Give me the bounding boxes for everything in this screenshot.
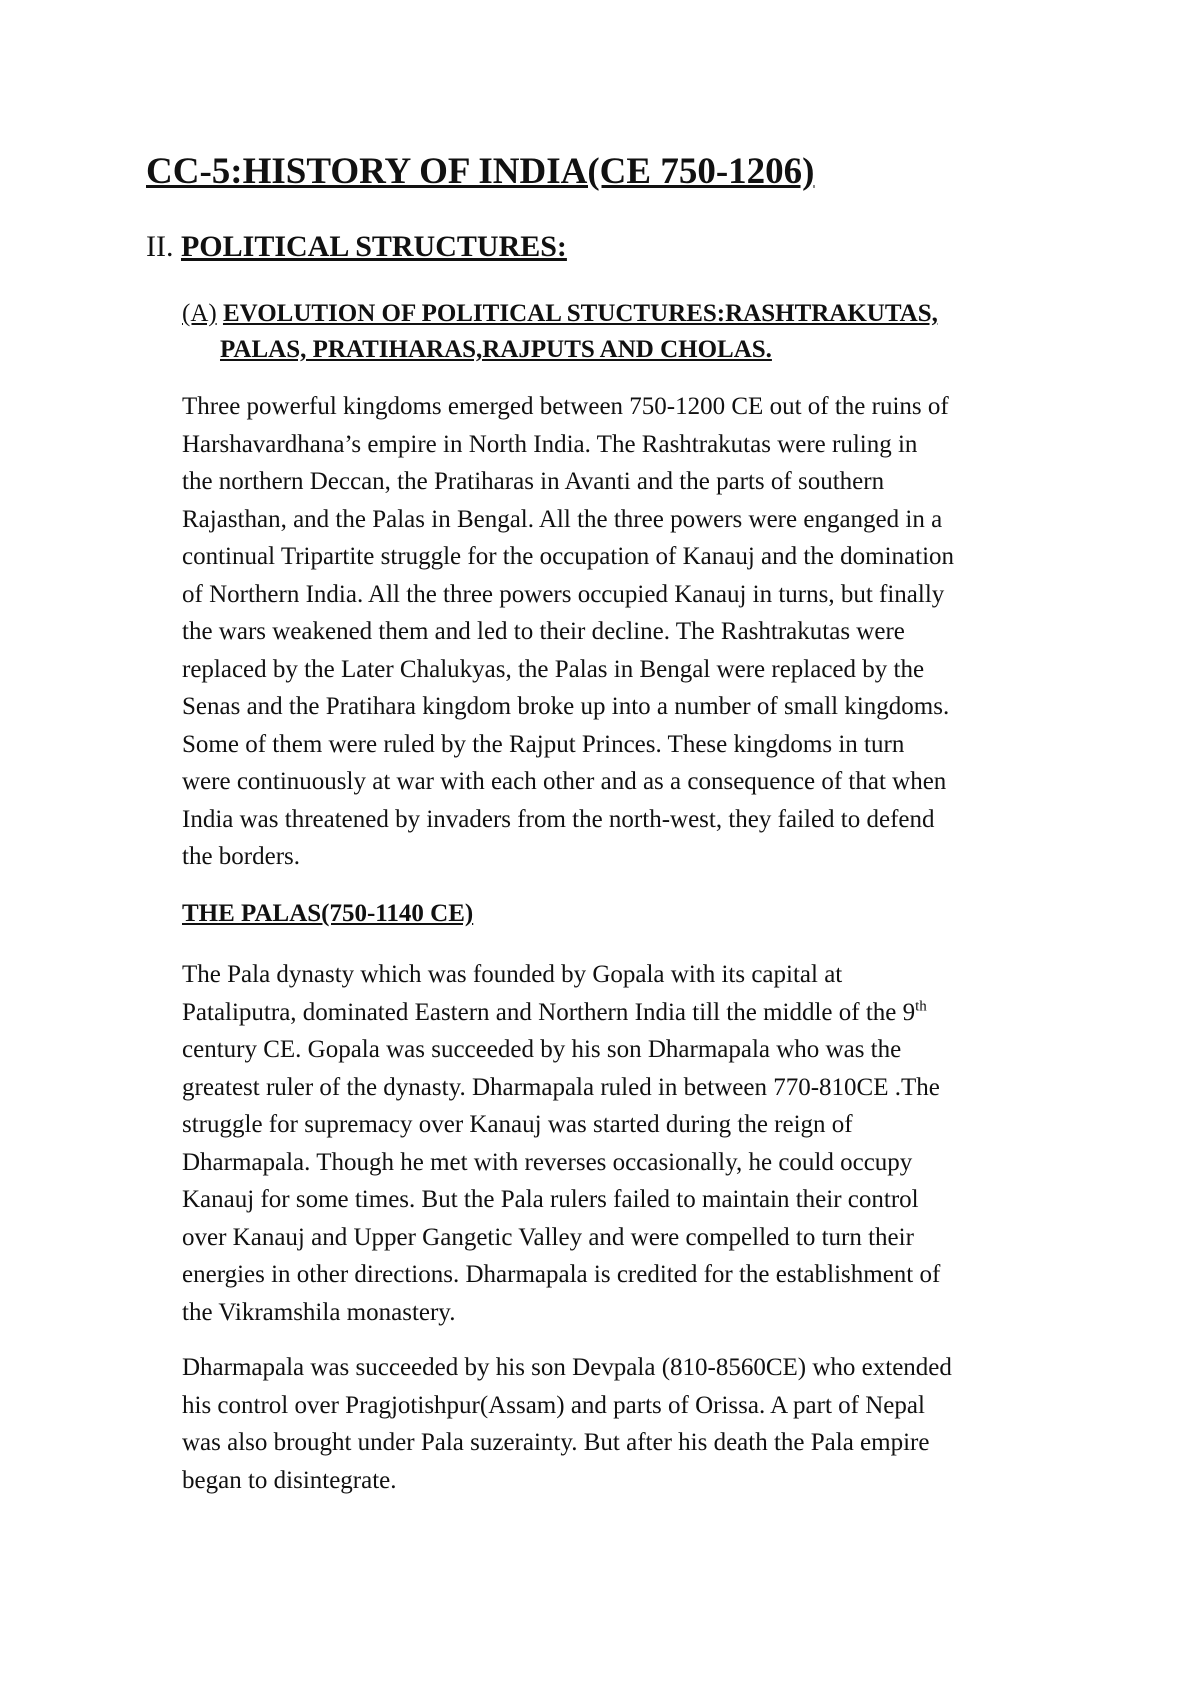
section-title: POLITICAL STRUCTURES: — [180, 230, 567, 263]
paragraph-line: energies in other directions. Dharmapala is credited for the establishment of — [182, 1261, 941, 1288]
paragraph-line: the borders. — [182, 843, 301, 870]
paragraph-line: the Vikramshila monastery. — [182, 1298, 456, 1326]
paragraph-line: India was threatened by invaders from the north-west, they failed to defend — [182, 805, 935, 833]
paragraph-line: replaced by the Later Chalukyas, the Palas in Bengal were replaced by the — [182, 655, 925, 683]
paragraph-line: struggle for supremacy over Kanauj was started during the reign of — [182, 1111, 853, 1138]
palas-heading: THE PALAS(750-1140 CE) — [182, 900, 474, 927]
paragraph-line: Senas and the Pratihara kingdom broke up into a number of small kingdoms. — [182, 693, 950, 720]
document-title: CC-5:HISTORY OF INDIA(CE 750-1206) — [146, 151, 815, 192]
paragraph-line: Dharmapala. Though he met with reverses occasionally, he could occupy — [182, 1148, 913, 1176]
subsection-heading — [182, 296, 1082, 368]
paragraph-line: over Kanauj and Upper Gangetic Valley and were compelled to turn their — [182, 1223, 914, 1251]
paragraph-line: greatest ruler of the dynasty. Dharmapala ruled in between 770-810CE .The — [182, 1073, 940, 1101]
paragraph-line: Harshavardhana’s empire in North India. The Rashtrakutas were ruling in — [182, 430, 918, 458]
paragraph-line: began to disintegrate. — [182, 1466, 397, 1494]
section-number: II. — [146, 230, 174, 263]
section-heading — [146, 230, 567, 264]
paragraph-line: of Northern India. All the three powers occupied Kanauj in turns, but finally — [182, 580, 945, 608]
paragraph-line: The Pala dynasty which was founded by Gopala with its capital at — [182, 961, 843, 988]
paragraph-line: his control over Pragjotishpur(Assam) and parts of Orissa. A part of Nepal — [182, 1391, 925, 1419]
ordinal-superscript: th — [915, 998, 927, 1015]
paragraph-line: was also brought under Pala suzerainty. But after his death the Pala empire — [182, 1429, 930, 1456]
paragraph-line: century CE. Gopala was succeeded by his son Dharmapala who was the — [182, 1036, 902, 1063]
paragraph-line — [182, 994, 1082, 1032]
paragraph-line: Three powerful kingdoms emerged between 750-1200 CE out of the ruins of — [182, 393, 949, 420]
paragraph-line: the northern Deccan, the Pratiharas in Avanti and the parts of southern — [182, 468, 885, 495]
paragraph-line: continual Tripartite struggle for the occupation of Kanauj and the domination — [182, 543, 955, 570]
paragraph-palas — [182, 956, 1082, 1331]
paragraph-line: were continuously at war with each other and as a consequence of that when — [182, 768, 947, 795]
paragraph-line: Some of them were ruled by the Rajput Princes. These kingdoms in turn — [182, 730, 905, 758]
paragraph-intro — [182, 388, 1082, 876]
paragraph-devpala — [182, 1349, 1082, 1499]
paragraph-line-text: Pataliputra, dominated Eastern and Northern India till the middle of the 9 — [182, 998, 916, 1026]
paragraph-line: Kanauj for some times. But the Pala rulers failed to maintain their control — [182, 1186, 919, 1213]
paragraph-line: the wars weakened them and led to their decline. The Rashtrakutas were — [182, 618, 905, 645]
paragraph-line: Dharmapala was succeeded by his son Devpala (810-8560CE) who extended — [182, 1354, 952, 1381]
subsection-title-line-1: EVOLUTION OF POLITICAL STUCTURES:RASHTRAKUTAS, — [222, 300, 938, 327]
subsection-number: (A) — [182, 300, 217, 327]
subsection-title-line-2: PALAS, PRATIHARAS,RAJPUTS AND CHOLAS. — [220, 336, 772, 363]
paragraph-line: Rajasthan, and the Palas in Bengal. All the three powers were enganged in a — [182, 505, 943, 533]
